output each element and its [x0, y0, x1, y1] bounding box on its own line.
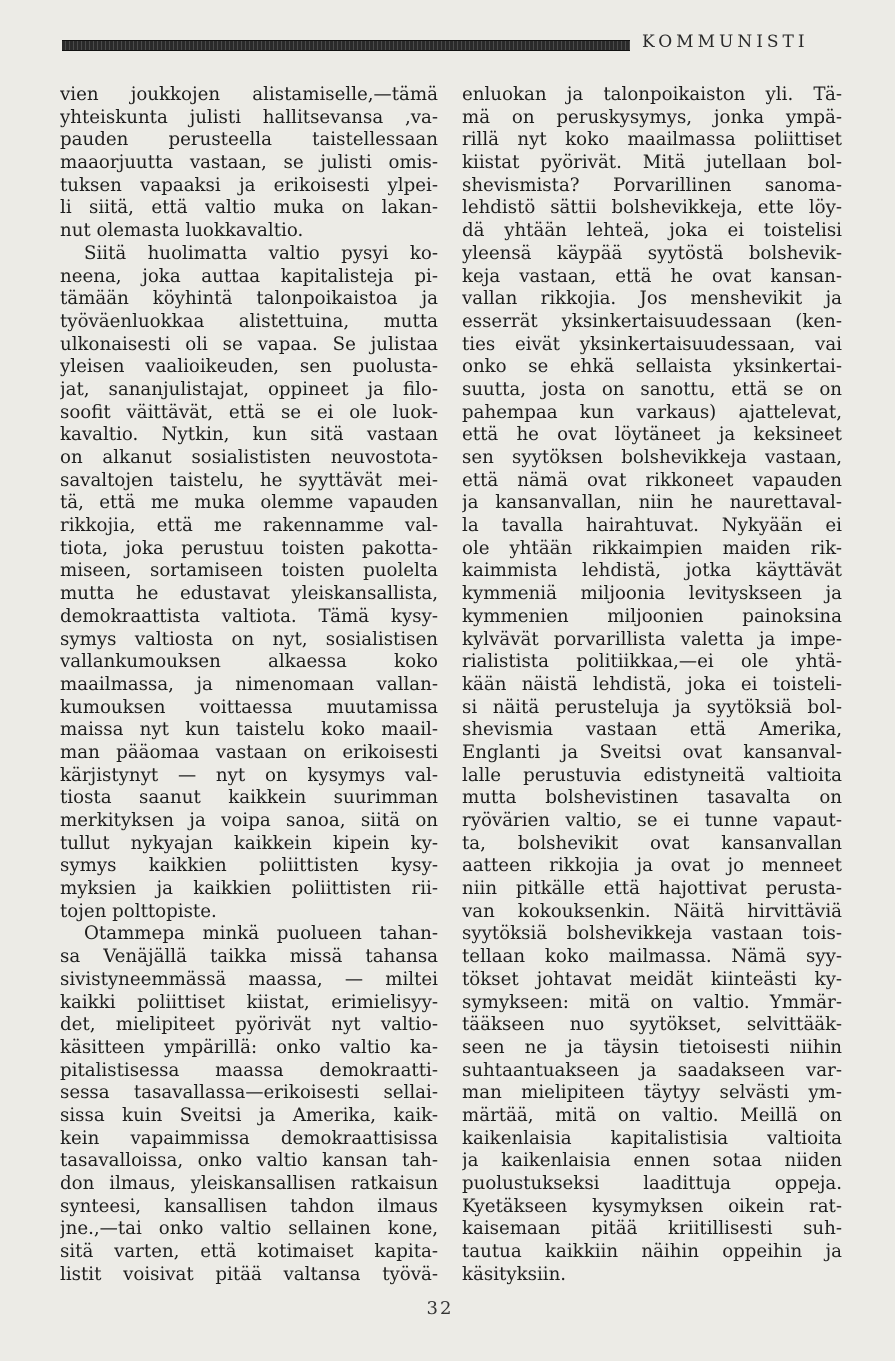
text-line: mä on peruskysymys, jonka ympä- [462, 106, 842, 128]
text-line: yleensä käypää syytöstä bolshevik- [462, 242, 842, 264]
text-line: man mielipiteen täytyy selvästi ym- [462, 1082, 842, 1104]
text-line: ta, bolshevikit ovat kansanvallan [462, 832, 842, 854]
text-line: ryövärien valtio, se ei tunne vapaut- [462, 810, 842, 831]
left-column [60, 84, 438, 1286]
text-line: soofit väittävät, että se ei ole luok- [60, 401, 438, 423]
text-line: tiosta saanut kaikkein suurimman [60, 787, 438, 809]
text-line: maissa nyt kun taistelu koko maail- [60, 719, 438, 741]
text-line: lalle perustuvia edistyneitä valtioita [462, 764, 842, 786]
text-line: Englanti ja Sveitsi ovat kansanval- [462, 741, 842, 763]
text-line: tä, että me muka olemme vapauden [60, 492, 438, 514]
text-line: kein vapaimmissa demokraattisissa [60, 1127, 438, 1149]
text-line: tojen polttopiste. [60, 900, 217, 922]
text-line: listit voisivat pitää valtansa työvä- [60, 1263, 438, 1285]
text-line: mutta he edustavat yleiskansallista, [60, 583, 438, 605]
text-line: tasavalloissa, onko valtio kansan tah- [60, 1150, 438, 1172]
text-line: la tavalla hairahtuvat. Nykyään ei [462, 515, 842, 537]
text-line: shevismista? Porvarillinen sanoma- [462, 174, 842, 196]
text-line: tiota, joka perustuu toisten pakotta- [60, 537, 438, 559]
text-line: myksien ja kaikkien poliittisten rii- [60, 878, 438, 900]
text-line: kään näistä lehdistä, joka ei toisteli- [462, 673, 842, 695]
text-line: nut olemasta luokkavaltio. [60, 220, 304, 242]
text-line: man pääomaa vastaan on erikoisesti [60, 741, 438, 763]
text-line: sen syytöksen bolshevikkeja vastaan, [462, 447, 842, 468]
text-line: kaisemaan pitää kriitillisesti suh- [462, 1218, 842, 1240]
text-line: kumouksen voittaessa muutamissa [60, 696, 438, 718]
text-line: suhtaantuakseen ja saadakseen var- [462, 1059, 842, 1081]
text-line: pauden perusteella taistellessaan [60, 129, 438, 151]
text-line: don ilmaus, yleiskansallisen ratkaisun [60, 1173, 438, 1194]
text-line: seen ne ja täysin tietoisesti niihin [462, 1036, 842, 1058]
text-line: sessa tasavallassa—erikoisesti sellai- [60, 1082, 438, 1104]
text-line: on alkanut sosialististen neuvostota- [60, 447, 438, 468]
text-line: kylvävät porvarillista valetta ja impe- [462, 628, 842, 650]
text-line: vien joukkojen alistamiselle,—tämä [60, 84, 438, 105]
text-line: vallan rikkojia. Jos menshevikit ja [462, 288, 842, 310]
text-line: märtää, mitä on valtio. Meillä on [462, 1104, 842, 1126]
text-line: Otammepa minkä puolueen tahan- [84, 923, 438, 945]
text-line: että he ovat löytäneet ja keksineet [462, 424, 842, 446]
text-line: kymmeniä miljoonia levityskseen ja [462, 583, 842, 605]
text-line: Siitä huolimatta valtio pysyi ko- [84, 242, 438, 264]
text-line: savaltojen taistelu, he syyttävät mei- [60, 469, 438, 491]
text-line: symys valtiosta on nyt, sosialistisen [60, 628, 438, 650]
text-line: enluokan ja talonpoikaiston yli. Tä- [462, 84, 842, 105]
text-line: työväenluokkaa alistettuina, mutta [60, 310, 438, 332]
text-line: shevismia vastaan että Amerika, [462, 719, 842, 741]
text-line: kavaltio. Nytkin, kun sitä vastaan [60, 424, 438, 446]
header-rule [62, 40, 630, 51]
text-line: tautua kaikkiin näihin oppeihin ja [462, 1241, 842, 1263]
text-line: sivistyneemmässä maassa, — miltei [60, 968, 438, 990]
text-line: rikkojia, että me rakennamme val- [60, 515, 438, 537]
text-line: puolustukseksi laadittuja oppeja. [462, 1173, 842, 1194]
text-line: jne.,—tai onko valtio sellainen kone, [60, 1218, 438, 1240]
text-line: tullut nykyajan kaikkein kipein ky- [60, 832, 438, 854]
text-line: kaimmista lehdistä, jotka käyttävät [462, 560, 842, 582]
text-line: li siitä, että valtio muka on lakan- [60, 197, 438, 219]
text-line: sitä varten, että kotimaiset kapita- [60, 1241, 438, 1263]
text-line: suutta, josta on sanottu, että se on [462, 378, 842, 400]
text-line: tuksen vapaaksi ja erikoisesti ylpei- [60, 174, 438, 196]
page-number: 32 [426, 1298, 454, 1319]
text-line: tämään köyhintä talonpoikaistoa ja [60, 288, 438, 310]
text-line: rialistista politiikkaa,—ei ole yhtä- [462, 651, 842, 673]
text-line: kiistat pyörivät. Mitä jutellaan bol- [462, 152, 842, 174]
text-line: yhteiskunta julisti hallitsevansa ,va- [60, 106, 438, 128]
text-line: niin pitkälle että hajottivat perusta- [462, 878, 842, 900]
text-line: jat, sananjulistajat, oppineet ja filo- [60, 378, 438, 400]
text-line: pahempaa kun varkaus) ajattelevat, [462, 401, 842, 423]
text-line: kaikenlaisia kapitalistisia valtioita [462, 1127, 842, 1149]
text-line: tellaan koko mailmassa. Nämä syy- [462, 946, 842, 968]
text-line: tökset johtavat meidät kiinteästi ky- [462, 968, 842, 990]
text-line: kaikki poliittiset kiistat, erimielisyy- [60, 991, 438, 1013]
text-line: neena, joka auttaa kapitalisteja pi- [60, 265, 438, 287]
running-head: KOMMUNISTI [642, 32, 809, 52]
text-line: sa Venäjällä taikka missä tahansa [60, 946, 438, 968]
text-line: det, mielipiteet pyörivät nyt valtio- [60, 1014, 438, 1036]
text-line: rillä nyt koko maailmassa poliittiset [462, 129, 842, 151]
text-line: käsitteen ympärillä: onko valtio ka- [60, 1036, 438, 1058]
text-line: käsityksiin. [462, 1263, 567, 1285]
text-line: kymmenien miljoonien painoksina [462, 605, 842, 627]
text-line: esserrät yksinkertaisuudessaan (ken- [462, 310, 842, 332]
right-column [462, 84, 842, 1286]
text-line: aatteen rikkojia ja ovat jo menneet [462, 855, 842, 877]
text-line: miseen, sortamiseen toisten puolelta [60, 560, 438, 582]
text-line: symys kaikkien poliittisten kysy- [60, 855, 438, 877]
text-line: keja vastaan, että he ovat kansan- [462, 265, 842, 287]
text-line: ties eivät yksinkertaisuudessaan, vai [462, 333, 842, 355]
text-line: ja kaikenlaisia ennen sotaa niiden [462, 1150, 842, 1172]
text-line: sissa kuin Sveitsi ja Amerika, kaik- [60, 1104, 438, 1126]
text-line: syytöksiä bolshevikkeja vastaan tois- [462, 923, 842, 945]
text-line: lehdistö sättii bolshevikkeja, ette löy- [462, 197, 842, 219]
text-line: vallankumouksen alkaessa koko [60, 651, 438, 673]
text-line: yleisen vaalioikeuden, sen puolusta- [60, 356, 438, 378]
text-line: ulkonaisesti oli se vapaa. Se julistaa [60, 333, 438, 355]
text-line: si näitä perusteluja ja syytöksiä bol- [462, 696, 842, 718]
text-line: van kokouksenkin. Näitä hirvittäviä [462, 900, 842, 922]
text-line: dä yhtään lehteä, joka ei toistelisi [462, 220, 842, 242]
text-line: maaorjuutta vastaan, se julisti omis- [60, 152, 438, 174]
text-line: merkityksen ja voipa sanoa, siitä on [60, 810, 438, 831]
text-line: ole yhtään rikkaimpien maiden rik- [462, 537, 842, 559]
text-line: mutta bolshevistinen tasavalta on [462, 787, 842, 809]
text-line: demokraattista valtiota. Tämä kysy- [60, 605, 438, 627]
text-line: symykseen: mitä on valtio. Ymmär- [462, 991, 842, 1013]
text-line: synteesi, kansallisen tahdon ilmaus [60, 1195, 438, 1217]
text-line: Kyetäkseen kysymyksen oikein rat- [462, 1195, 842, 1217]
text-line: tääkseen nuo syytökset, selvittääk- [462, 1014, 842, 1036]
text-line: kärjistynyt — nyt on kysymys val- [60, 764, 438, 786]
text-line: maailmassa, ja nimenomaan vallan- [60, 673, 438, 695]
text-line: pitalistisessa maassa demokraatti- [60, 1059, 438, 1081]
text-line: ja kansanvallan, niin he naurettaval- [462, 492, 842, 514]
text-line: onko se ehkä sellaista yksinkertai- [462, 356, 842, 378]
text-line: että nämä ovat rikkoneet vapauden [462, 469, 842, 491]
